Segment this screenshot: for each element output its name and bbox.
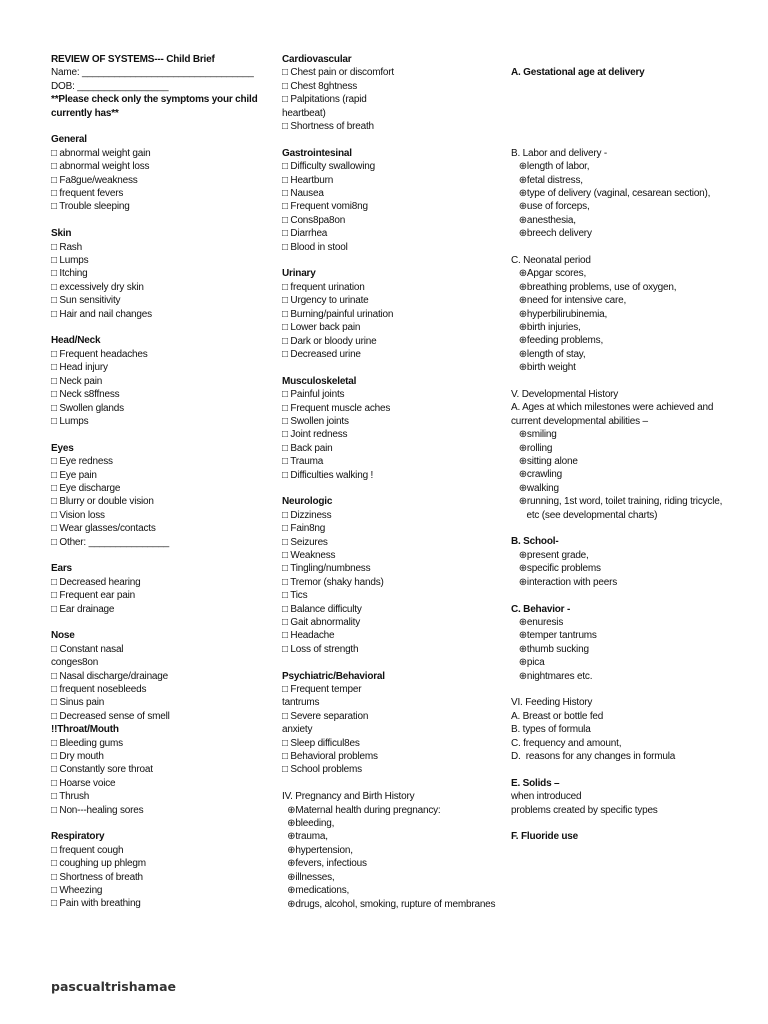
checkbox-item[interactable]: □ Swollen glands [51, 402, 124, 414]
section-heading: Psychiatric/Behavioral [282, 670, 385, 682]
checkbox-item[interactable]: □ Itching [51, 268, 88, 280]
text-line: A. Ages at which milestones were achieved and [511, 402, 714, 414]
text-line: ⊕length of stay, [511, 348, 586, 360]
section-heading: F. Fluoride use [511, 831, 579, 843]
checkbox-item[interactable]: □ excessively dry skin [51, 281, 144, 293]
checkbox-item[interactable]: □ Sinus pain [51, 697, 105, 709]
text-line: ⊕thumb sucking [511, 643, 589, 655]
checkbox-item[interactable]: □ Shortness of breath [282, 121, 374, 133]
text-line: ⊕nightmares etc. [511, 670, 593, 682]
text-line: ⊕anesthesia, [511, 214, 576, 226]
checkbox-item[interactable]: □ frequent nosebleeds [51, 684, 147, 695]
checkbox-item[interactable]: □ Sun sensitivity [51, 295, 121, 307]
text-line: VI. Feeding History [511, 697, 593, 709]
checkbox-item[interactable]: □ Burning/painful urination [282, 308, 394, 320]
checkbox-item[interactable]: □ frequent fevers [51, 188, 124, 200]
checkbox-item[interactable]: □ Frequent headaches [51, 348, 148, 360]
checkbox-item[interactable]: □ Urgency to urinate [282, 295, 369, 307]
checkbox-item[interactable]: □ Cons8pa8on [282, 214, 346, 226]
checkbox-item[interactable]: □ Palpitations (rapid [282, 94, 367, 106]
footer-username: pascualtrishamae [51, 979, 176, 994]
text-line: ⊕birth weight [511, 362, 576, 374]
checkbox-item[interactable]: □ frequent urination [282, 281, 365, 293]
checkbox-item[interactable]: □ Chest pain or discomfort [282, 67, 394, 79]
checkbox-item[interactable]: □ abnormal weight loss [51, 161, 150, 173]
checkbox-item[interactable]: □ Hair and nail changes [51, 308, 152, 320]
checkbox-item[interactable]: □ Difficulties walking ! [282, 469, 374, 481]
checkbox-item[interactable]: □ Frequent ear pain [51, 590, 135, 602]
text-line: Name: ________________________________ [51, 67, 254, 79]
text-line: ⊕fevers, infectious [282, 858, 367, 870]
column-right [511, 53, 763, 844]
spacer [282, 656, 510, 669]
text-line: ⊕sitting alone [511, 456, 578, 468]
checkbox-item[interactable]: □ coughing up phlegm [51, 858, 146, 870]
spacer [51, 428, 271, 441]
checkbox-item[interactable]: □ Frequent muscle aches [282, 402, 391, 414]
spacer [282, 777, 510, 790]
spacer [511, 683, 763, 696]
checkbox-item[interactable]: □ Difficulty swallowing [282, 161, 375, 173]
checkbox-item[interactable]: □ Back pain [282, 442, 333, 454]
checkbox-item[interactable]: □ Seizures [282, 536, 328, 548]
checkbox-item[interactable]: □ Wear glasses/contacts [51, 523, 156, 535]
spacer [511, 589, 763, 602]
checkbox-item[interactable]: □ Fa8gue/weakness [51, 174, 138, 186]
checkbox-item[interactable]: □ Non---healing sores [51, 804, 144, 816]
spacer [51, 214, 271, 227]
text-line: ⊕trauma, [282, 831, 328, 843]
text-line: ⊕walking [511, 482, 559, 494]
checkbox-item[interactable]: □ Blurry or double vision [51, 496, 154, 508]
checkbox-item[interactable]: □ Eye discharge [51, 482, 121, 494]
checkbox-item[interactable]: □ Painful joints [282, 389, 345, 401]
checkbox-item[interactable]: □ Head injury [51, 362, 108, 374]
checkbox-item[interactable]: □ Constant nasal [51, 643, 124, 655]
section-heading: Musculoskeletal [282, 375, 357, 387]
spacer [51, 616, 271, 629]
checkbox-item[interactable]: □ Neck s8ffness [51, 389, 120, 401]
text-line: conges8on [51, 657, 99, 669]
checkbox-item[interactable]: □ Neck pain [51, 375, 103, 387]
checkbox-item[interactable]: □ Heartburn [282, 174, 334, 186]
text-line: DOB: _________________ [51, 80, 169, 92]
checkbox-item[interactable]: □ Dry mouth [51, 751, 104, 763]
text-line: ⊕hyperbilirubinemia, [511, 308, 608, 320]
text-line: ⊕drugs, alcohol, smoking, rupture of membranes [282, 898, 496, 910]
spacer [51, 120, 271, 133]
checkbox-item[interactable]: □ Eye redness [51, 456, 113, 468]
checkbox-item[interactable]: □ Balance difficulty [282, 603, 362, 615]
text-line: ⊕feeding problems, [511, 335, 604, 347]
checkbox-item[interactable]: □ abnormal weight gain [51, 147, 151, 159]
checkbox-item[interactable]: □ Fain8ng [282, 523, 326, 535]
checkbox-item[interactable]: □ Frequent temper [282, 684, 362, 696]
section-heading: !!Throat/Mouth [51, 724, 119, 736]
text-line: ⊕length of labor, [511, 161, 590, 173]
text-line: ⊕breathing problems, use of oxygen, [511, 281, 677, 293]
spacer [511, 107, 763, 120]
checkbox-item[interactable]: □ Weakness [282, 549, 336, 561]
checkbox-item[interactable]: □ Swollen joints [282, 415, 349, 427]
text-line: tantrums [282, 697, 320, 709]
checkbox-item[interactable]: □ Chest 8ghtness [282, 80, 358, 92]
spacer [51, 321, 271, 334]
checkbox-item[interactable]: □ Constantly sore throat [51, 764, 153, 776]
spacer [282, 254, 510, 267]
spacer [511, 763, 763, 776]
spacer [511, 133, 763, 146]
text-line: ⊕bleeding, [282, 818, 335, 830]
section-heading: Respiratory [51, 831, 105, 843]
checkbox-item[interactable]: □ Hoarse voice [51, 777, 116, 789]
spacer [51, 549, 271, 562]
checkbox-item[interactable]: □ Blood in stool [282, 241, 348, 253]
section-heading: Skin [51, 228, 72, 240]
text-line: V. Developmental History [511, 389, 619, 401]
text-line: ⊕specific problems [511, 563, 601, 575]
checkbox-item[interactable]: □ Lumps [51, 255, 89, 267]
checkbox-item[interactable]: □ Tremor (shaky hands) [282, 576, 384, 588]
text-line: ⊕Apgar scores, [511, 268, 587, 280]
checkbox-item[interactable]: □ Pain with breathing [51, 898, 141, 910]
text-line: ⊕type of delivery (vaginal, cesarean section), [511, 187, 711, 199]
spacer [511, 241, 763, 254]
text-line: ⊕crawling [511, 469, 563, 481]
checkbox-item[interactable]: □ Sleep difficul8es [282, 737, 360, 749]
checkbox-item[interactable]: □ School problems [282, 764, 362, 776]
text-line: ⊕smiling [511, 429, 557, 441]
checkbox-item[interactable]: □ Severe separation [282, 710, 369, 722]
section-heading: Cardiovascular [282, 54, 352, 65]
section-heading: C. Behavior - [511, 603, 571, 615]
spacer [282, 133, 510, 146]
checkbox-item[interactable]: □ Shortness of breath [51, 871, 143, 883]
checkbox-item[interactable]: □ Headache [282, 630, 335, 642]
text-line: C. Neonatal period [511, 254, 591, 266]
checkbox-item[interactable]: □ Eye pain [51, 469, 97, 481]
text-line: ⊕running, 1st word, toilet training, riding tricycle, [511, 496, 723, 508]
text-line: ⊕present grade, [511, 549, 589, 561]
checkbox-item[interactable]: □ Behavioral problems [282, 751, 378, 763]
text-line: ⊕medications, [282, 885, 350, 897]
checkbox-item[interactable]: □ Dizziness [282, 509, 332, 521]
text-line: etc (see developmental charts) [511, 509, 658, 521]
checkbox-item[interactable]: □ Thrush [51, 791, 90, 803]
text-line: IV. Pregnancy and Birth History [282, 791, 415, 803]
text-line: C. frequency and amount, [511, 737, 622, 749]
checkbox-item[interactable]: □ Tingling/numbness [282, 563, 371, 575]
column-middle [282, 53, 510, 911]
checkbox-item[interactable]: □ Decreased urine [282, 348, 361, 360]
text-line: heartbeat) [282, 107, 326, 119]
checkbox-item[interactable]: □ Lower back pain [282, 322, 361, 334]
section-heading: General [51, 134, 87, 146]
section-heading: Urinary [282, 268, 316, 280]
checkbox-item[interactable]: □ Other: _______________ [51, 536, 170, 548]
text-line: ⊕illnesses, [282, 871, 335, 883]
section-heading: Neurologic [282, 496, 333, 508]
checkbox-item[interactable]: □ Trouble sleeping [51, 201, 130, 213]
text-line: current developmental abilities – [511, 415, 648, 427]
text-line: ⊕hypertension, [282, 844, 353, 856]
section-heading: B. School- [511, 536, 559, 548]
section-heading: A. Gestational age at delivery [511, 67, 645, 79]
spacer [511, 375, 763, 388]
spacer [511, 93, 763, 106]
text-line: ⊕birth injuries, [511, 322, 581, 334]
section-heading: Nose [51, 630, 75, 642]
text-line: ⊕use of forceps, [511, 201, 590, 213]
text-line: ⊕pica [511, 657, 545, 669]
checkbox-item[interactable]: □ Ear drainage [51, 603, 115, 615]
section-heading: E. Solids – [511, 777, 560, 789]
text-line: ⊕interaction with peers [511, 576, 618, 588]
spacer [511, 522, 763, 535]
checkbox-item[interactable]: □ Vision loss [51, 509, 105, 521]
text-line: ⊕need for intensive care, [511, 295, 627, 307]
text-line: B. Labor and delivery - [511, 147, 608, 159]
text-line: anxiety [282, 724, 313, 736]
checkbox-item[interactable]: □ frequent cough [51, 844, 124, 856]
text-line: A. Breast or bottle fed [511, 710, 604, 722]
section-heading: Ears [51, 563, 72, 575]
text-line: ⊕enuresis [511, 616, 564, 628]
checkbox-item[interactable]: □ Decreased hearing [51, 576, 141, 588]
text-line: ⊕breech delivery [511, 228, 592, 240]
spacer [511, 80, 763, 93]
checkbox-item[interactable]: □ Wheezing [51, 885, 103, 897]
section-heading: Eyes [51, 442, 74, 454]
text-line: problems created by specific types [511, 804, 658, 816]
section-heading: Gastrointesinal [282, 147, 352, 159]
spacer [511, 120, 763, 133]
spacer [511, 817, 763, 830]
checkbox-item[interactable]: □ Tics [282, 590, 308, 602]
checkbox-item[interactable]: □ Nausea [282, 188, 324, 200]
text-line: ⊕rolling [511, 442, 553, 454]
checkbox-item[interactable]: □ Lumps [51, 415, 89, 427]
section-heading: currently has** [51, 107, 119, 119]
spacer [282, 482, 510, 495]
checkbox-item[interactable]: □ Joint redness [282, 429, 348, 441]
checkbox-item[interactable]: □ Decreased sense of smell [51, 710, 170, 722]
checkbox-item[interactable]: □ Diarrhea [282, 228, 328, 240]
checkbox-item[interactable]: □ Loss of strength [282, 643, 359, 655]
checkbox-item[interactable]: □ Dark or bloody urine [282, 335, 377, 347]
checkbox-item[interactable]: □ Trauma [282, 456, 324, 468]
checkbox-item[interactable]: □ Nasal discharge/drainage [51, 670, 169, 682]
text-line: D. reasons for any changes in formula [511, 750, 676, 762]
section-heading: **Please check only the symptoms your child [51, 94, 258, 106]
checkbox-item[interactable]: □ Frequent vomi8ng [282, 201, 368, 213]
text-line: B. types of formula [511, 724, 591, 736]
spacer [51, 817, 271, 830]
text-line: when introduced [511, 791, 582, 803]
text-line: ⊕temper tantrums [511, 630, 597, 642]
spacer [511, 53, 763, 66]
text-line: ⊕fetal distress, [511, 174, 583, 186]
text-line: ⊕Maternal health during pregnancy: [282, 804, 441, 816]
section-heading: REVIEW OF SYSTEMS--- Child Brief [51, 54, 215, 65]
checkbox-item[interactable]: □ Rash [51, 241, 82, 253]
column-left [51, 53, 271, 911]
section-heading: Head/Neck [51, 335, 101, 347]
checkbox-item[interactable]: □ Gait abnormality [282, 617, 361, 628]
checkbox-item[interactable]: □ Bleeding gums [51, 737, 123, 749]
spacer [282, 361, 510, 374]
